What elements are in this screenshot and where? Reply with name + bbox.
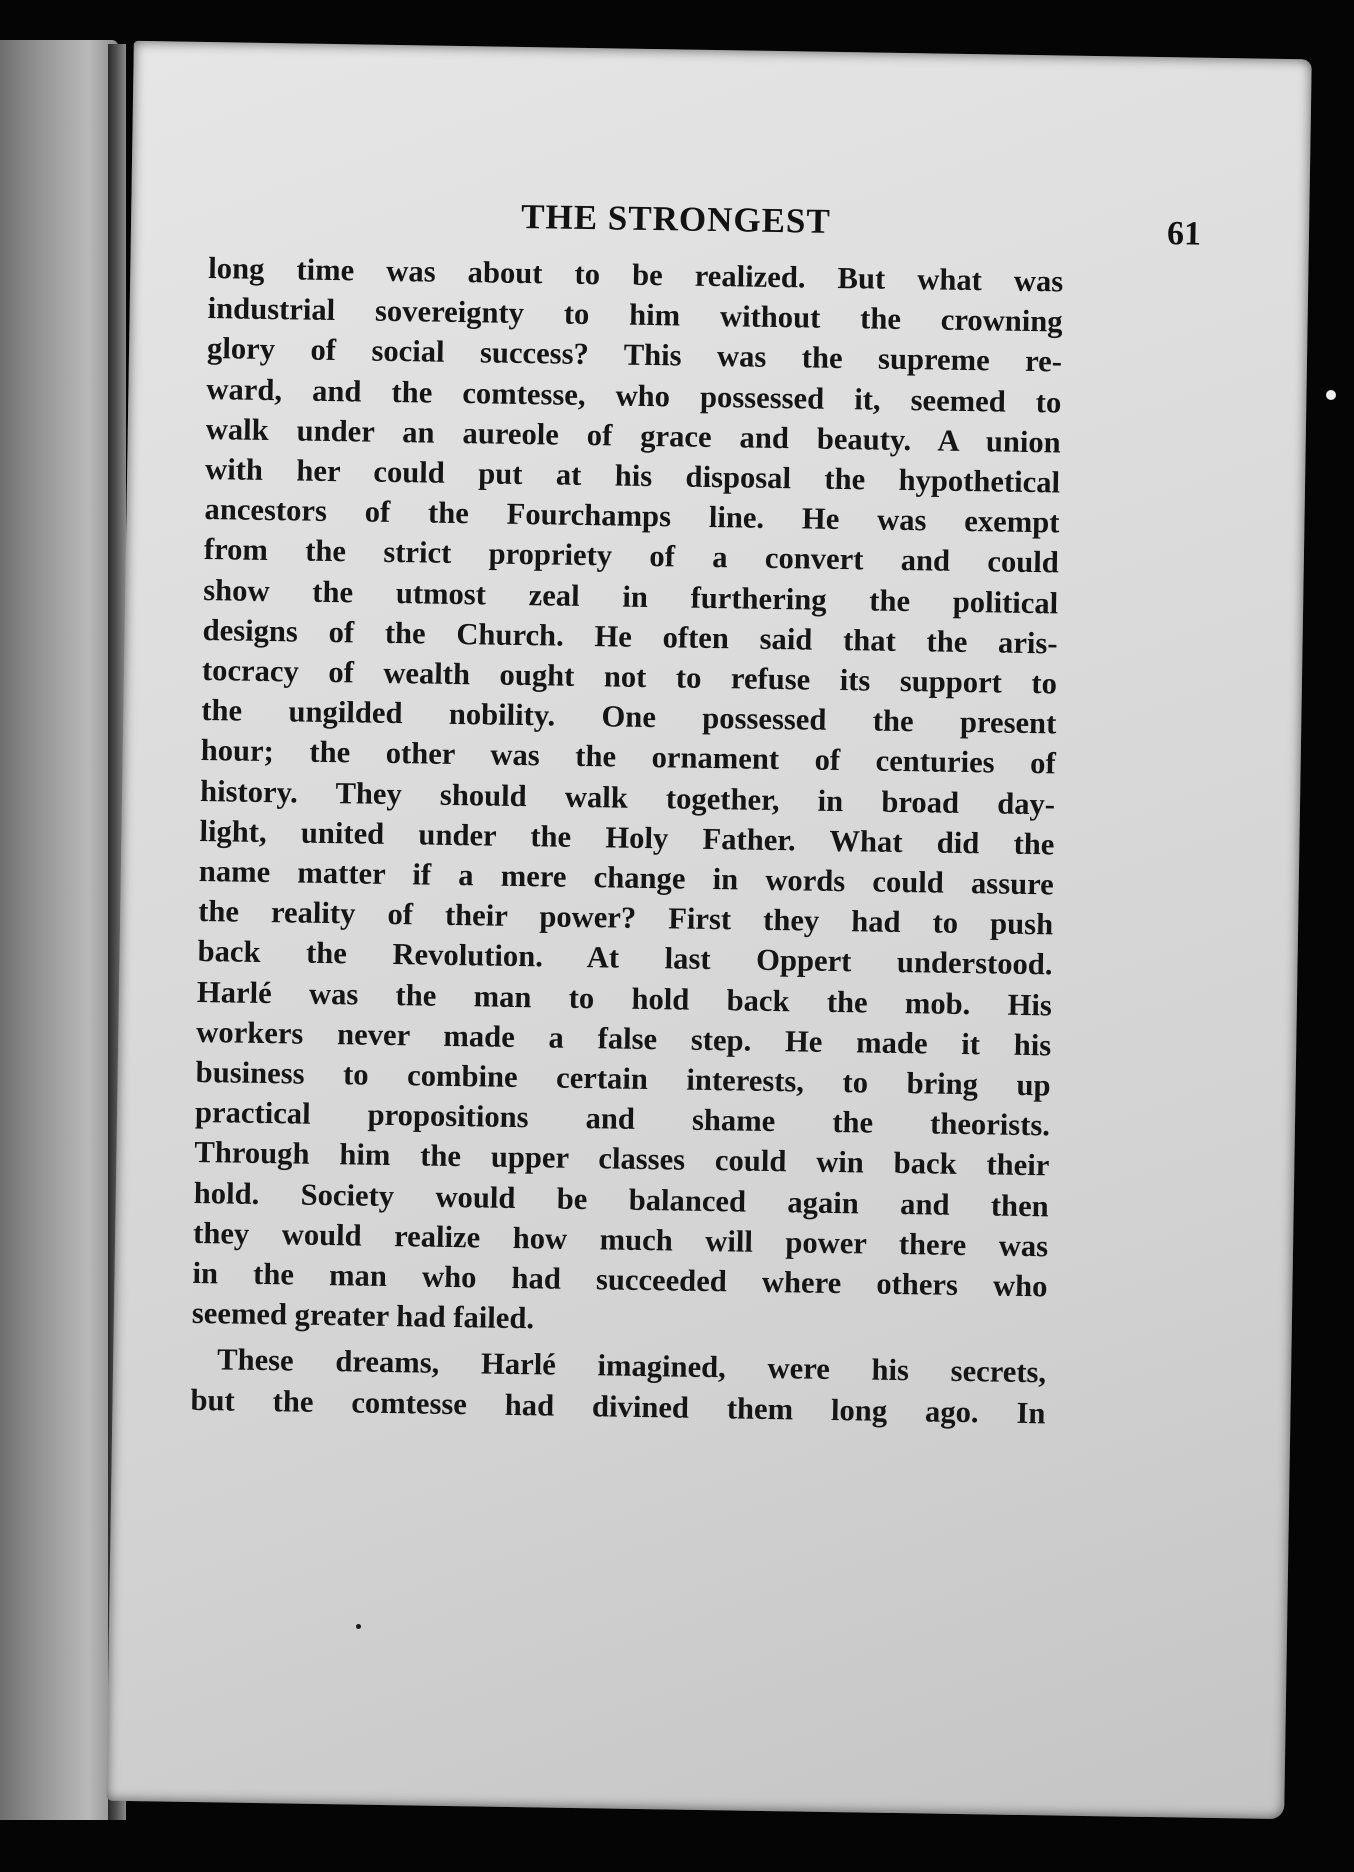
text-line: ancestors of the Fourchamps line. He was exempt [204, 492, 1060, 540]
text-line: long time was about to be realized. But what was [208, 251, 1064, 299]
text-line: tocracy of wealth ought not to refuse its support to [201, 653, 1058, 701]
text-line: business to combine certain interests, to bring up [195, 1055, 1051, 1103]
running-head [221, 192, 1202, 257]
previous-page-edge [0, 40, 118, 1820]
text-line: These dreams, Harlé imagined, were his secrets, [216, 1342, 1047, 1390]
text-line: from the strict propriety of a convert and could [203, 532, 1060, 580]
text-line: show the utmost zeal in furthering the political [203, 572, 1059, 621]
text-line: Through him the upper classes could win back their [194, 1135, 1050, 1183]
text-line: light, united under the Holy Father. What did the [199, 813, 1055, 862]
paragraph [190, 1339, 1046, 1433]
text-line: the reality of their power? First they had to push [197, 894, 1054, 942]
running-title: THE STRONGEST [520, 196, 832, 241]
text-line: ward, and the comtesse, who possessed it, seemed to [206, 371, 1062, 420]
text-line: the ungilded nobility. One possessed the present [201, 693, 1057, 741]
text-line: industrial sovereignty to him without the crowning [207, 291, 1063, 339]
text-line: hour; the other was the ornament of centuries of [200, 733, 1056, 781]
text-line: walk under an aureole of grace and beauty. A union [205, 411, 1061, 460]
text-line: name matter if a mere change in words could assure [198, 854, 1055, 902]
text-line: Harlé was the man to hold back the mob. His [196, 974, 1053, 1023]
book-page [106, 41, 1311, 1819]
text-line: seemed greater had failed. [191, 1296, 535, 1336]
text-line: with her could put at his disposal the hypothetical [204, 452, 1061, 500]
text-line: workers never made a false step. He made it his [196, 1014, 1052, 1063]
text-line: designs of the Church. He often said that the aris- [202, 612, 1058, 661]
text-line: hold. Society would be balanced again and then [193, 1175, 1049, 1224]
body-text [190, 248, 1063, 1433]
text-line: but the comtesse had divined them long ago. In [190, 1382, 1046, 1431]
text-line: practical propositions and shame the theorists. [194, 1095, 1051, 1143]
dust-speck [1326, 390, 1336, 400]
text-line: glory of social success? This was the supreme re- [206, 331, 1063, 379]
text-line: they would realize how much will power there was [192, 1215, 1049, 1264]
text-line: in the man who had succeeded where others who [192, 1256, 1048, 1304]
dust-speck [356, 1624, 361, 1629]
paragraph [192, 248, 1064, 1347]
page-number: 61 [1166, 215, 1202, 253]
text-line: back the Revolution. At last Oppert understood. [197, 934, 1053, 982]
text-line: history. They should walk together, in broad day- [199, 773, 1056, 822]
